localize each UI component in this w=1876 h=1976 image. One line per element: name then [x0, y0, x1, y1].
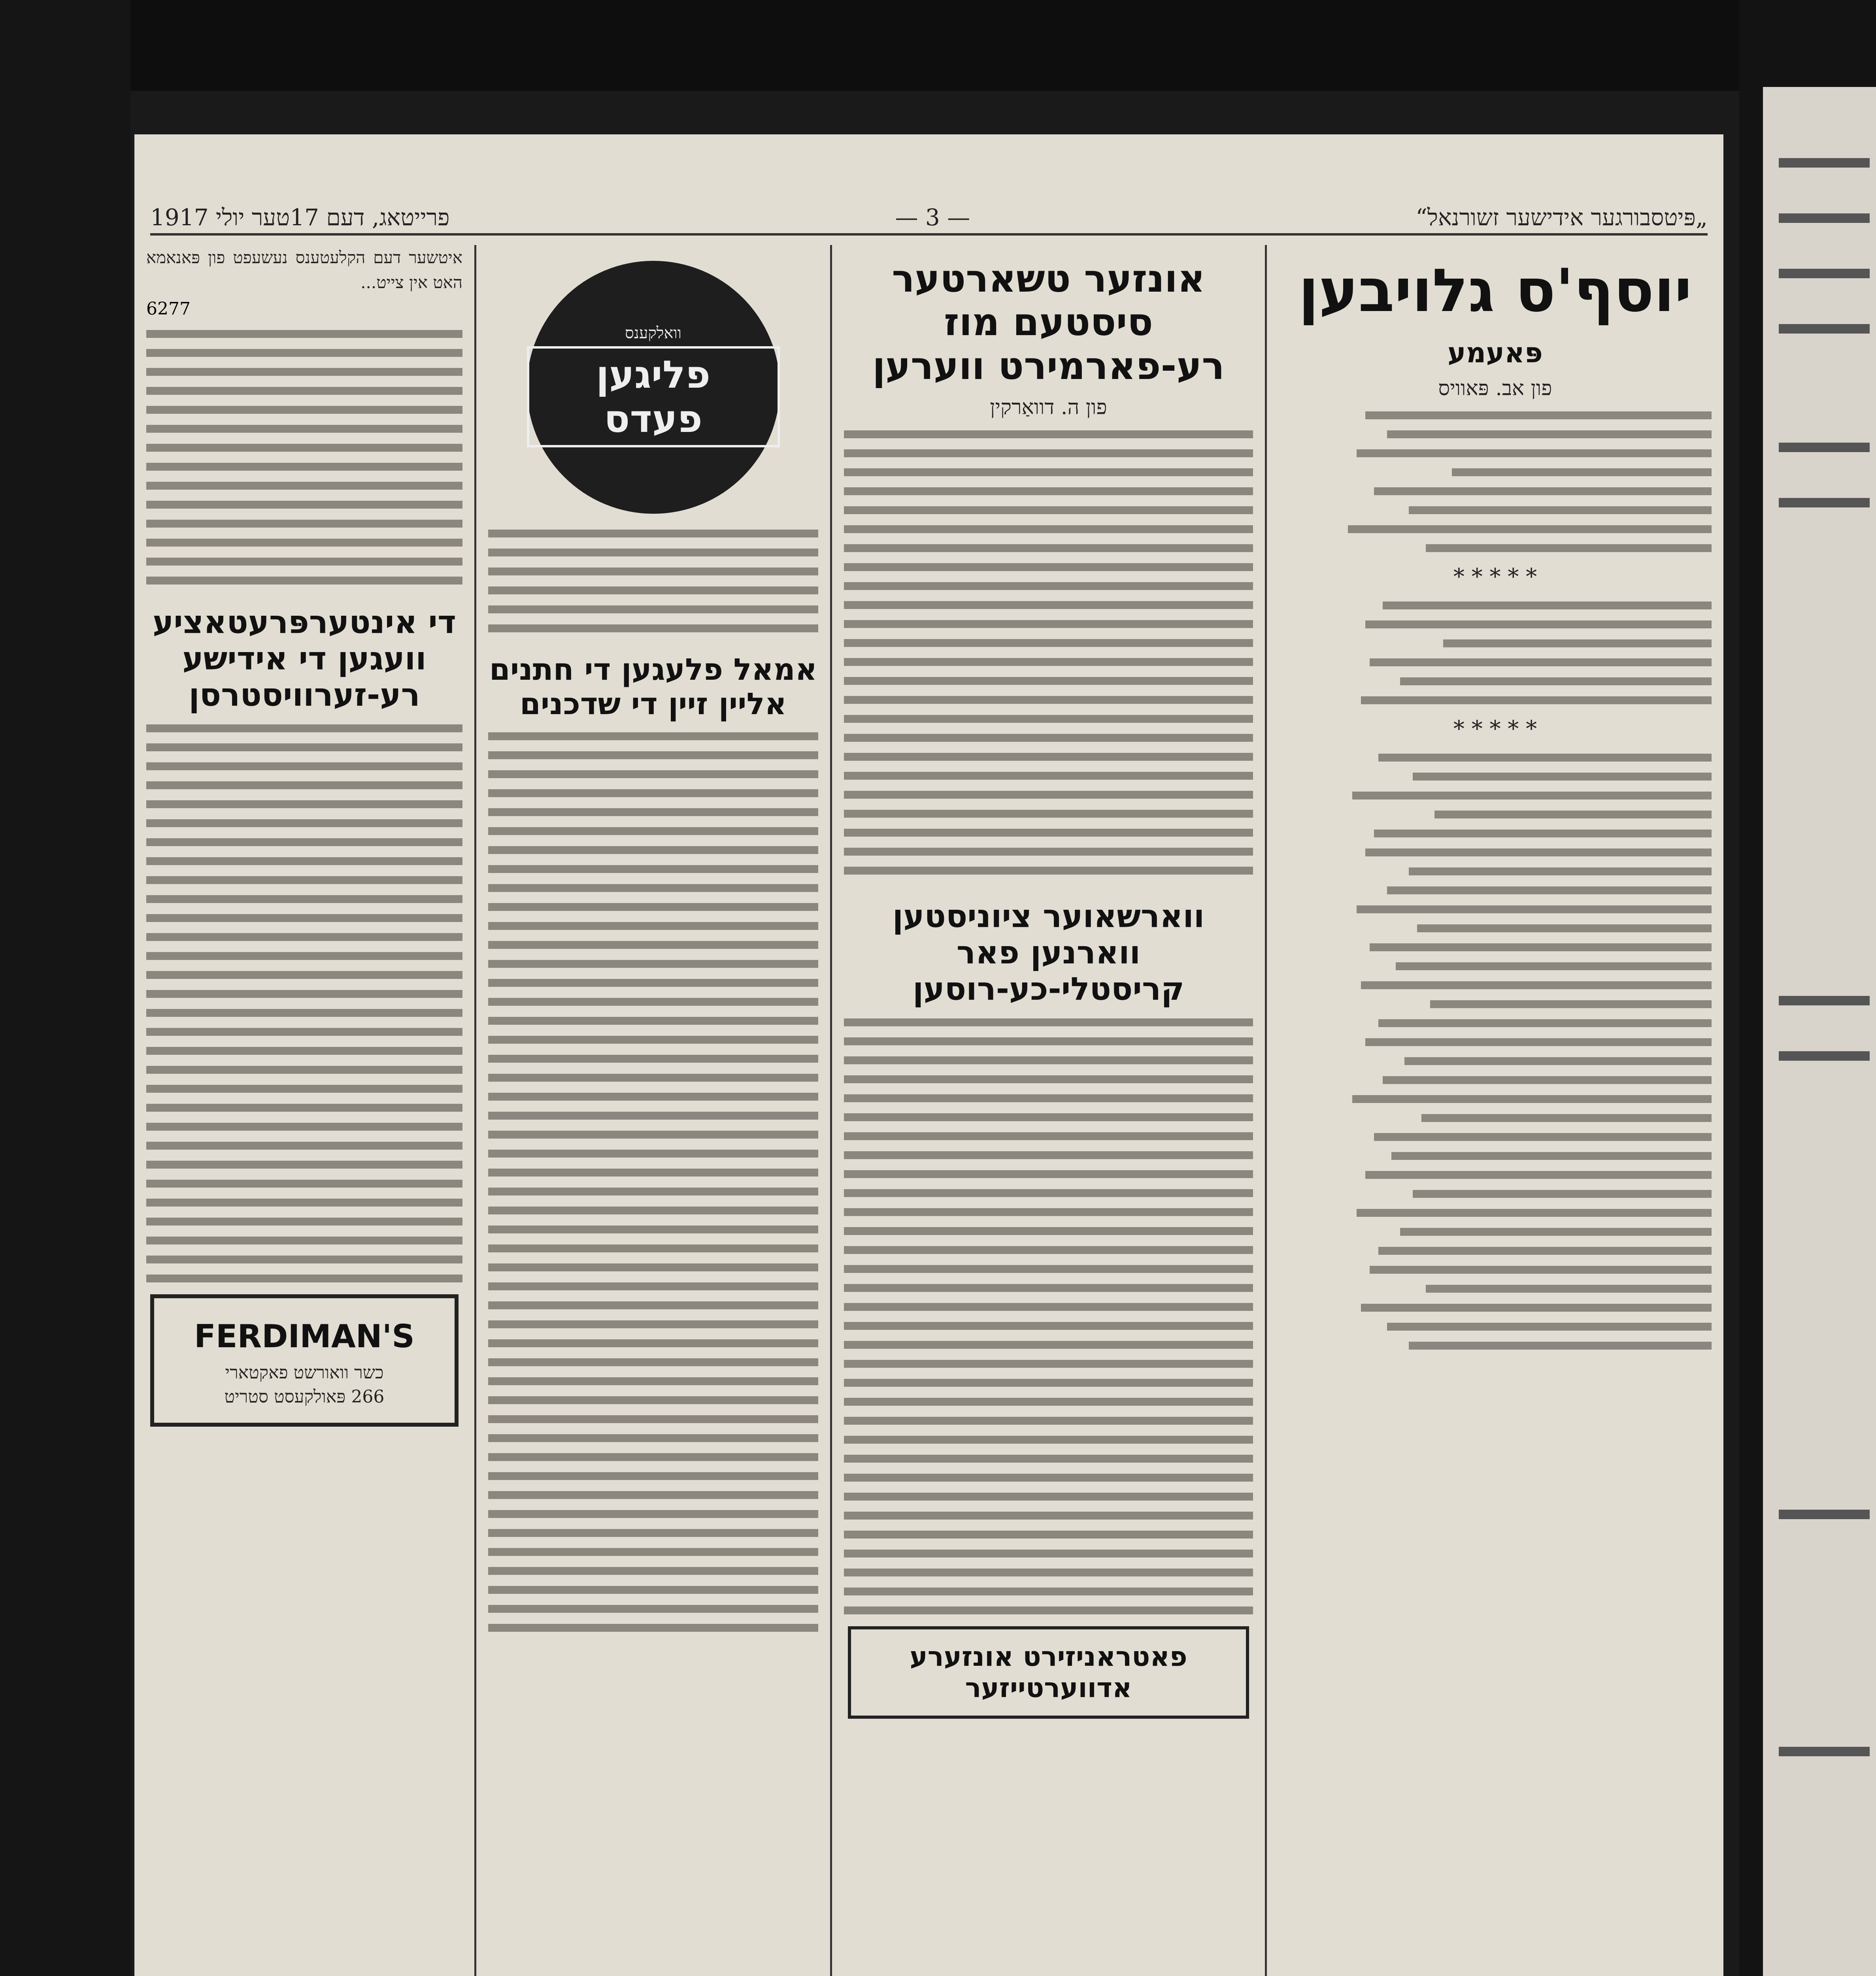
left-article-body — [146, 724, 462, 1282]
page-marker: — 3 — — [895, 204, 970, 231]
newspaper-page — [134, 134, 1723, 1976]
paper-name: „פּיטסבורגער אידישער זשורנאל“ — [1415, 204, 1708, 231]
poem-body: * * * * * * * * * * — [1279, 411, 1712, 1350]
ferdimans-ad — [150, 1294, 459, 1427]
column-middle — [474, 245, 830, 1976]
adjacent-page-fragment — [1763, 87, 1876, 1976]
poem-byline: פון אב. פּאוויס — [1438, 377, 1552, 400]
sub-article-title: ווארשאוער ציוניסטען ווארנען פאר קריסטלי-כע-רוסען — [892, 898, 1205, 1008]
middle-body-top — [488, 530, 818, 632]
ferdimans-address: 266 פּאולקעסט סטריט — [224, 1387, 385, 1407]
column-poem — [1265, 245, 1723, 1976]
poem-label: פּאעמע — [1448, 336, 1543, 369]
poem-title: יוסף'ס גלויבען — [1298, 256, 1692, 325]
left-ad-number: 6277 — [146, 299, 191, 319]
masthead — [150, 202, 1708, 236]
middle-article-title: אמאל פלעגען די חתנים אליין זיין די שדכנים — [489, 652, 817, 722]
film-border-top — [0, 0, 1876, 91]
article-title: אונזער טשארטער סיסטעם מוז רע-פארמירט ווערען — [872, 256, 1225, 388]
ferdimans-brand: FERDIMAN'S — [194, 1318, 415, 1355]
feathers-ad-sub: וואלקענס — [625, 324, 681, 342]
feathers-ad-name: פליגען פעדס — [527, 346, 780, 447]
left-article-title: די אינטערפּרעטאציע וועגען די אידישע רע-זערוויסטרסן — [153, 604, 456, 713]
issue-date: פרייטאג, דעם 17טער יולי 1917 — [150, 204, 450, 231]
left-body-top — [146, 330, 462, 585]
ferdimans-line: כשר וואורשט פאקטארי — [225, 1363, 384, 1383]
article-body — [844, 430, 1253, 875]
patronize-advertisers-ad: פאטראניזירט אונזערע אדווערטייזער — [848, 1626, 1249, 1719]
feathers-ad — [527, 261, 780, 514]
middle-article-body — [488, 732, 818, 1632]
sub-article-body — [844, 1018, 1253, 1614]
column-article — [830, 245, 1265, 1976]
film-border-left — [0, 0, 130, 1976]
column-left — [134, 245, 474, 1976]
article-byline: פון ה. דוואַרקין — [990, 396, 1107, 420]
left-header-text: איטשער דעם הקלעטענס נעשעפט פון פּאנאמא האט אין צייט... — [146, 248, 462, 292]
